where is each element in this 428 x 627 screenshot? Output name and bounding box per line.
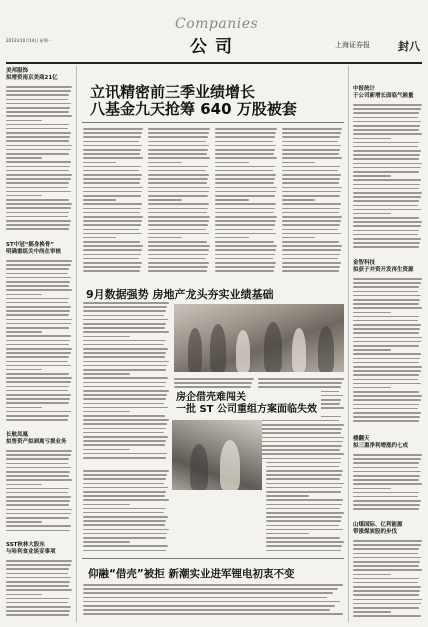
right-story-2-title: 金智科技 拟获子并资开发再生资源 (353, 260, 414, 273)
section-chinese-title: 公司 (190, 37, 240, 57)
section-english-title: Companies (175, 16, 259, 32)
left-story-3-title: 长航凤凰 拟售资产拟剥离亏损业务 (6, 432, 67, 445)
bottom-rule (82, 558, 344, 559)
masthead-rule (6, 62, 422, 64)
left-story-2-body (6, 260, 72, 425)
right-story-4-title: 山煤国际、亿利能源 带涨煤炭股的步伐 (353, 522, 403, 535)
lead-headline: 立讯精密前三季业绩增长 八基金九天抢筹 640 万股被套 (90, 83, 297, 118)
lead-body-col-1 (83, 128, 143, 278)
sub-story-col-1 (83, 302, 169, 462)
box-story-col-1 (83, 470, 169, 556)
box-story-col-2 (266, 424, 344, 556)
lead-body-col-3 (215, 128, 277, 278)
left-story-1-title: 美邦服饰 拟增资南京美商21亿 (6, 68, 58, 81)
newspaper-brand: 上海证券报 (335, 41, 370, 49)
right-story-1-body (353, 104, 422, 252)
left-story-4-body (6, 560, 72, 620)
left-column-divider (76, 66, 77, 622)
issue-date: 2013年10月14日 星期一 (6, 38, 52, 43)
office-photo (172, 420, 262, 490)
right-story-1-title: 中报统计 于公司新增长面临气候量 (353, 86, 414, 99)
lead-body-col-4 (282, 128, 342, 278)
bottom-headline: 仰融“借壳”被拒 新潮实业进军锂电初衷不变 (88, 568, 295, 580)
left-story-4-title: SST秋林大股东 与哈利食业谈妥事项 (6, 542, 56, 555)
left-story-2-title: ST中冠“摇身换骨” 明确重组关中尚在审核 (6, 242, 62, 255)
lead-body-col-2 (148, 128, 210, 278)
bottom-story-body (83, 584, 343, 620)
right-story-4-body (353, 540, 422, 620)
right-story-2-body (353, 278, 422, 428)
box-headline: 房企借壳难闯关 一批 ST 公司重组方案面临失效 (172, 390, 321, 418)
right-story-3-title: 楼翻天 拟三重净利增涨约七成 (353, 436, 409, 449)
sub-headline: 9月数据强势 房地产龙头夯实业绩基础 (86, 288, 274, 301)
lead-rule (82, 122, 344, 123)
right-story-3-body (353, 454, 422, 514)
real-estate-photo (174, 304, 344, 372)
page-number: 封八 (398, 40, 420, 53)
right-column-divider (348, 66, 349, 622)
left-story-3-body (6, 450, 72, 536)
masthead (0, 0, 428, 64)
left-story-1-body (6, 86, 72, 234)
